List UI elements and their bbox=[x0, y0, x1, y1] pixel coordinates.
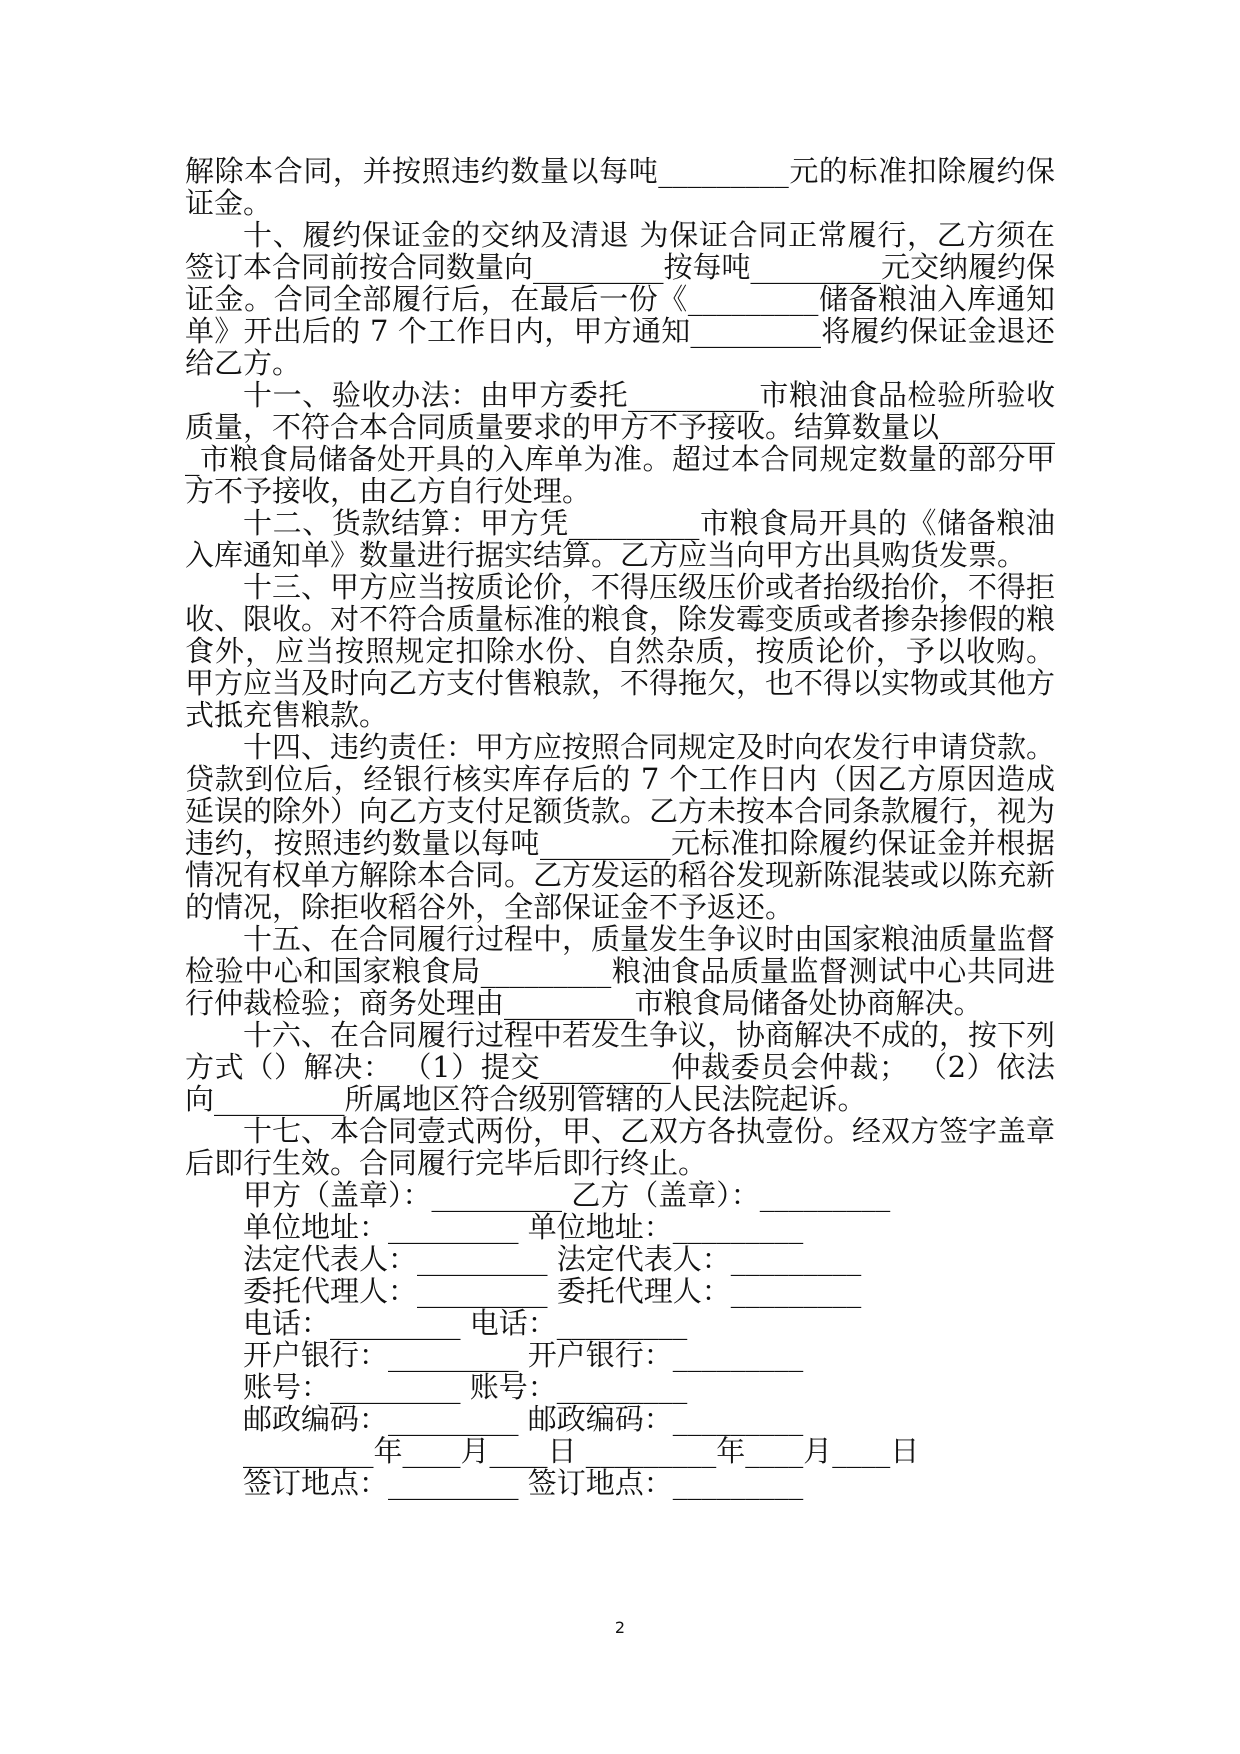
signature-row-date: _________年____月____日 _________年____月____日 bbox=[243, 1434, 920, 1468]
paragraph-clause-17: 十七、本合同壹式两份，甲、乙双方各执壹份。经双方签字盖章后即行生效。合同履行完毕后即行终止。 bbox=[185, 1114, 1056, 1180]
signature-row-legal-rep: 法定代表人：_________ 法定代表人：_________ bbox=[243, 1242, 862, 1276]
page-number: 2 bbox=[614, 1618, 626, 1637]
paragraph-clause-14: 十四、违约责任：甲方应按照合同规定及时向农发行申请贷款。贷款到位后，经银行核实库存后的 7 个工作日内（因乙方原因造成延误的除外）向乙方支付足额货款。乙方未按本合同条款履行，视为违约，按照违约数量以每吨_________元标准扣除履约保证金并根据情况有权单方解除本合同。乙方发运的稻谷发现新陈混装或以陈充新的情况，除拒收稻谷外，全部保证金不予返还。 bbox=[185, 730, 1056, 924]
signature-row-place: 签订地点：_________ 签订地点：_________ bbox=[243, 1466, 804, 1500]
paragraph-clause-11: 十一、验收办法：由甲方委托_________市粮油食品检验所验收质量，不符合本合同质量要求的甲方不予接收。结算数量以_________市粮食局储备处开具的入库单为准。超过本合同规定数量的部分甲方不予接收，由乙方自行处理。 bbox=[185, 378, 1056, 508]
paragraph-clause-10: 十、履约保证金的交纳及清退 为保证合同正常履行，乙方须在签订本合同前按合同数量向_________按每吨_________元交纳履约保证金。合同全部履行后，在最后一份《_________储备粮油入库通知单》开出后的 7 个工作日内，甲方通知_________将履约保证金退还给乙方。 bbox=[185, 218, 1056, 380]
signature-row-seal: 甲方（盖章）：_________ 乙方（盖章）：_________ bbox=[243, 1178, 891, 1212]
signature-row-postcode: 邮政编码：_________ 邮政编码：_________ bbox=[243, 1402, 804, 1436]
signature-row-agent: 委托代理人：_________ 委托代理人：_________ bbox=[243, 1274, 862, 1308]
paragraph-clause-12: 十二、货款结算：甲方凭_________市粮食局开具的《储备粮油入库通知单》数量进行据实结算。乙方应当向甲方出具购货发票。 bbox=[185, 506, 1055, 572]
signature-block bbox=[185, 1179, 1055, 1499]
paragraph-ninth-tail: 解除本合同，并按照违约数量以每吨_________元的标准扣除履约保证金。 bbox=[185, 154, 1055, 220]
paragraph-clause-15: 十五、在合同履行过程中，质量发生争议时由国家粮油质量监督检验中心和国家粮食局_________粮油食品质量监督测试中心共同进行仲裁检验；商务处理由_________市粮食局储备处协商解决。 bbox=[185, 922, 1056, 1020]
signature-row-bank: 开户银行：_________ 开户银行：_________ bbox=[243, 1338, 804, 1372]
signature-row-account: 账号：_________ 账号：_________ bbox=[243, 1370, 688, 1404]
signature-row-address: 单位地址：_________ 单位地址：_________ bbox=[243, 1210, 804, 1244]
paragraph-clause-16: 十六、在合同履行过程中若发生争议，协商解决不成的，按下列方式（）解决： （1）提交_________仲裁委员会仲裁； （2）依法向_________所属地区符合级别管辖的人民法院起诉。 bbox=[185, 1018, 1056, 1116]
contract-body bbox=[185, 155, 1055, 1499]
signature-row-phone: 电话：_________ 电话：_________ bbox=[243, 1306, 688, 1340]
paragraph-clause-13: 十三、甲方应当按质论价，不得压级压价或者抬级抬价，不得拒收、限收。对不符合质量标准的粮食，除发霉变质或者掺杂掺假的粮食外，应当按照规定扣除水份、自然杂质，按质论价，予以收购。 甲方应当及时向乙方支付售粮款，不得拖欠，也不得以实物或其他方式抵充售粮款。 bbox=[185, 570, 1056, 732]
